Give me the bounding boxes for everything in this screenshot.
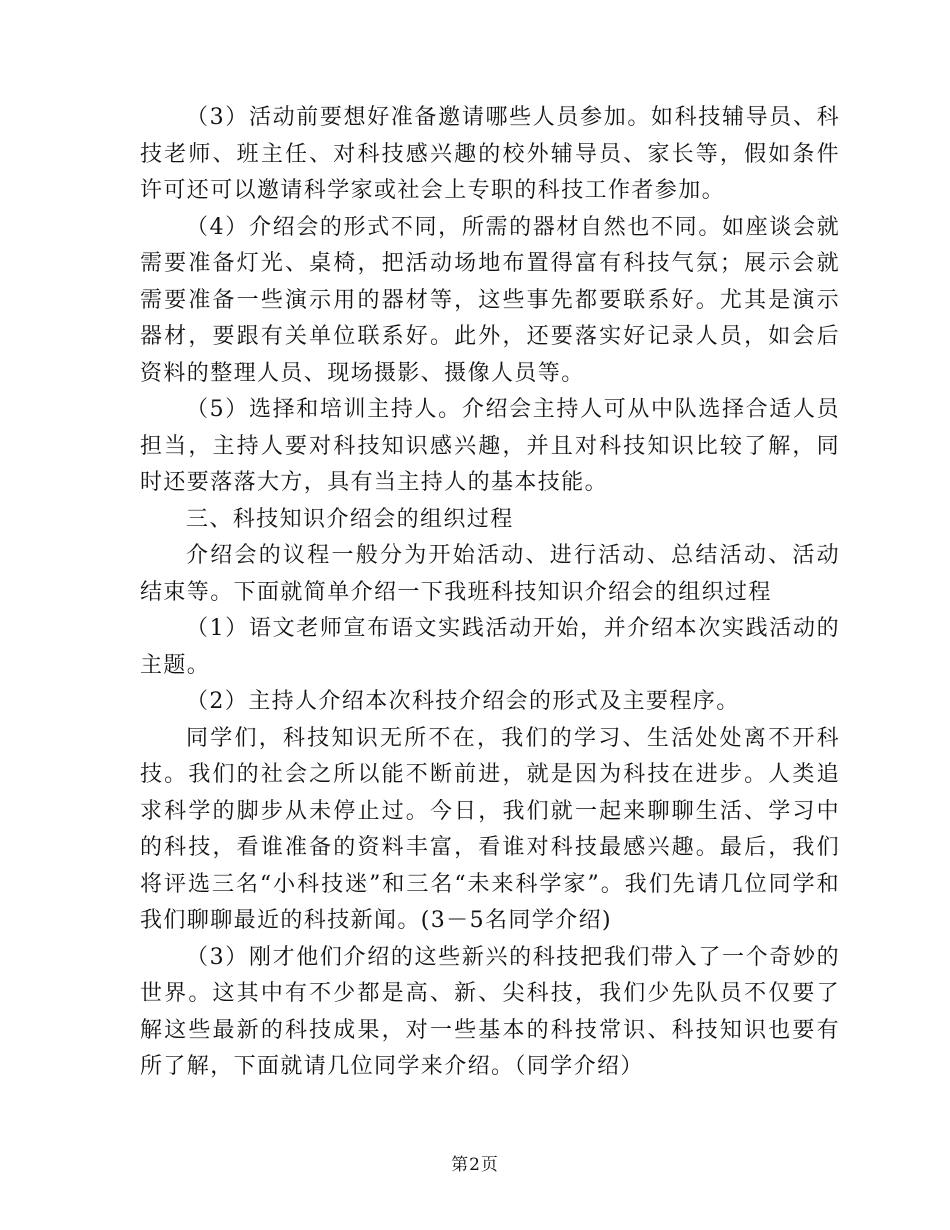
paragraph-host-selection: （5）选择和培训主持人。介绍会主持人可从中队选择合适人员担当，主持人要对科技知识感兴趣，并且对科技知识比较了解，同时还要落落大方，具有当主持人的基本技能。 <box>140 397 840 495</box>
paragraph-step-3: （3）刚才他们介绍的这些新兴的科技把我们带入了一个奇妙的世界。这其中有不少都是高、新、尖科技，我们少先队员不仅要了解这些最新的科技成果，对一些基本的科技常识、科技知识也要有所了解，下面就请几位同学来介绍。（同学介绍） <box>140 944 840 1079</box>
paragraph-invitees: （3）活动前要想好准备邀请哪些人员参加。如科技辅导员、科技老师、班主任、对科技感兴趣的校外辅导员、家长等，假如条件许可还可以邀请科学家或社会上专职的科技工作者参加。 <box>140 105 840 203</box>
page-number: 第2页 <box>451 1155 499 1175</box>
paragraph-equipment: （4）介绍会的形式不同，所需的器材自然也不同。如座谈会就需要准备灯光、桌椅，把活动场地布置得富有科技气氛；展示会就需要准备一些演示用的器材等，这些事先都要联系好。尤其是演示器材，要跟有关单位联系好。此外，还要落实好记录人员，如会后资料的整理人员、现场摄影、摄像人员等。 <box>140 214 840 386</box>
paragraph-step-2: （2）主持人介绍本次科技介绍会的形式及主要程序。 <box>186 689 740 714</box>
paragraph-host-speech: 同学们，科技知识无所不在，我们的学习、生活处处离不开科技。我们的社会之所以能不断前进，就是因为科技在进步。人类追求科学的脚步从未停止过。今日，我们就一起来聊聊生活、学习中的科技，看谁准备的资料丰富，看谁对科技最感兴趣。最后，我们将评选三名“小科技迷”和三名“未来科学家”。我们先请几位同学和我们聊聊最近的科技新闻。(3－5名同学介绍) <box>140 725 840 933</box>
document-page <box>140 100 840 1086</box>
paragraph-agenda: 介绍会的议程一般分为开始活动、进行活动、总结活动、活动结束等。下面就简单介绍一下我班科技知识介绍会的组织过程 <box>140 543 840 605</box>
paragraph-step-1: （1）语文老师宣布语文实践活动开始，并介绍本次实践活动的主题。 <box>140 616 840 678</box>
section-heading: 三、科技知识介绍会的组织过程 <box>186 506 514 532</box>
